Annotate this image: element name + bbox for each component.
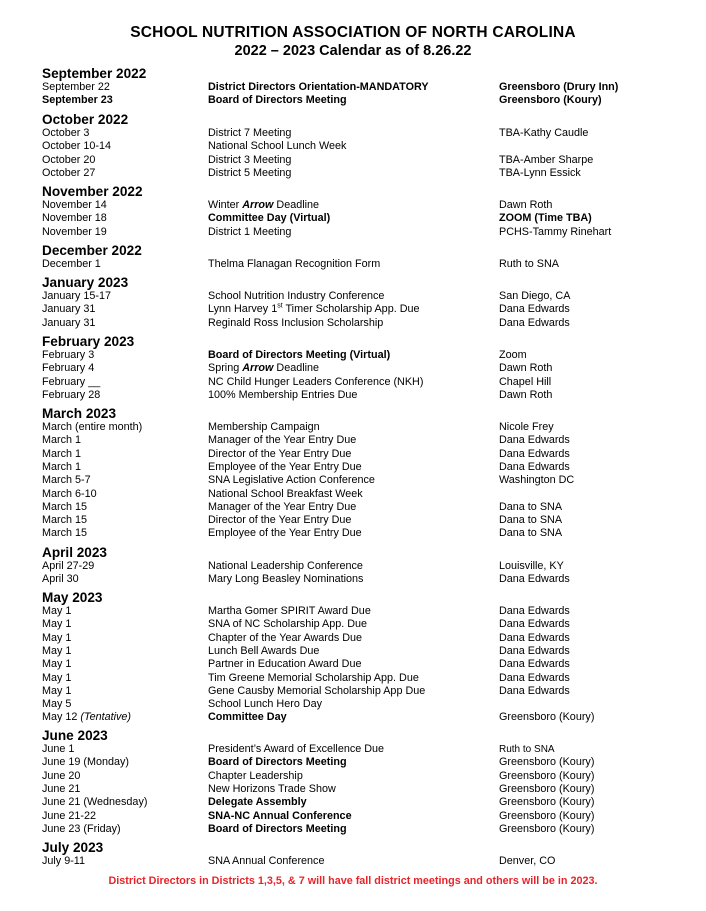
row-date: June 19 (Monday) bbox=[42, 756, 130, 769]
row-date: May 1 bbox=[42, 684, 72, 697]
row-date: June 23 (Friday) bbox=[42, 822, 121, 835]
calendar-row bbox=[0, 658, 706, 671]
row-location: ZOOM (Time TBA) bbox=[499, 212, 592, 225]
row-location: Dana Edwards bbox=[499, 460, 570, 473]
row-date: May 1 bbox=[42, 644, 72, 657]
row-location: Chapel Hill bbox=[499, 375, 552, 388]
calendar-row bbox=[0, 140, 706, 153]
calendar-row bbox=[0, 672, 706, 685]
row-event: National School Breakfast Week bbox=[208, 487, 363, 500]
row-location: Dana to SNA bbox=[499, 500, 563, 513]
row-date: December 1 bbox=[42, 258, 101, 270]
row-date: May 1 bbox=[42, 605, 72, 617]
row-location: Greensboro (Drury Inn) bbox=[499, 81, 619, 93]
document-title: SCHOOL NUTRITION ASSOCIATION OF NORTH CAROLINA bbox=[130, 24, 576, 41]
row-event: Board of Directors Meeting bbox=[208, 822, 347, 835]
row-event: School Lunch Hero Day bbox=[208, 698, 323, 711]
row-location: Dawn Roth bbox=[499, 362, 553, 375]
row-event: District 7 Meeting bbox=[208, 127, 292, 139]
row-location: Greensboro (Koury) bbox=[499, 711, 595, 724]
row-event: Director of the Year Entry Due bbox=[208, 447, 352, 460]
row-date: March 1 bbox=[42, 447, 82, 460]
row-event: District 1 Meeting bbox=[208, 225, 292, 238]
row-location: Greensboro (Koury) bbox=[499, 782, 595, 795]
calendar-row bbox=[0, 226, 706, 239]
row-event: President’s Award of Excellence Due bbox=[208, 743, 385, 755]
row-event: Gene Causby Memorial Scholarship App Due bbox=[208, 684, 426, 697]
row-location: Greensboro (Koury) bbox=[499, 796, 595, 809]
row-location: Dana Edwards bbox=[499, 434, 570, 447]
row-event: Chapter of the Year Awards Due bbox=[208, 631, 363, 644]
row-location: Ruth to SNA bbox=[499, 258, 560, 270]
row-location: TBA-Amber Sharpe bbox=[499, 153, 594, 166]
row-location: Dana Edwards bbox=[499, 447, 570, 460]
month-heading: May 2023 bbox=[42, 590, 103, 605]
calendar-row bbox=[0, 376, 706, 389]
row-location: Dana Edwards bbox=[499, 573, 570, 586]
row-event: Partner in Education Award Due bbox=[208, 658, 362, 671]
row-event: National School Lunch Week bbox=[208, 140, 347, 153]
row-event: Director of the Year Entry Due bbox=[208, 514, 352, 527]
row-event: Thelma Flanagan Recognition Form bbox=[208, 258, 381, 270]
row-location: Zoom bbox=[499, 349, 527, 361]
row-date: September 23 bbox=[42, 94, 113, 107]
row-date: May 1 bbox=[42, 618, 72, 631]
row-location: Dana Edwards bbox=[499, 631, 570, 644]
row-location: Denver, CO bbox=[499, 855, 556, 867]
row-date: March 15 bbox=[42, 527, 88, 540]
month-heading: July 2023 bbox=[42, 840, 104, 855]
row-date: February 3 bbox=[42, 349, 95, 361]
calendar-row bbox=[0, 434, 706, 447]
row-date: March (entire month) bbox=[42, 421, 143, 433]
row-location: Greensboro (Koury) bbox=[499, 809, 595, 822]
row-event: District 5 Meeting bbox=[208, 166, 292, 179]
row-date: January 15-17 bbox=[42, 290, 112, 302]
calendar-row bbox=[0, 605, 706, 618]
row-event: Committee Day (Virtual) bbox=[208, 212, 331, 225]
row-date: July 9-11 bbox=[42, 855, 86, 867]
row-location: Dana Edwards bbox=[499, 658, 570, 671]
row-date: June 21 (Wednesday) bbox=[42, 796, 148, 809]
row-date: January 31 bbox=[42, 316, 96, 329]
row-location: Washington DC bbox=[499, 474, 575, 487]
row-event: Chapter Leadership bbox=[208, 769, 303, 782]
month-heading: December 2022 bbox=[42, 243, 142, 258]
row-location: Dana to SNA bbox=[499, 527, 563, 540]
calendar-row bbox=[0, 212, 706, 225]
row-date: April 30 bbox=[42, 573, 79, 586]
row-date: November 19 bbox=[42, 225, 107, 238]
row-date: October 10-14 bbox=[42, 140, 112, 153]
row-date: May 5 bbox=[42, 698, 72, 711]
row-date: November 18 bbox=[42, 212, 107, 225]
calendar-row bbox=[0, 362, 706, 375]
row-date: May 1 bbox=[42, 671, 72, 684]
calendar-row bbox=[0, 448, 706, 461]
month-heading: June 2023 bbox=[42, 728, 108, 743]
calendar-row bbox=[0, 461, 706, 474]
row-location: Greensboro (Koury) bbox=[499, 769, 595, 782]
row-location: Dawn Roth bbox=[499, 388, 553, 401]
row-event: Board of Directors Meeting bbox=[208, 94, 347, 107]
row-event: Lynn Harvey 1st Timer Scholarship App. Due bbox=[208, 302, 420, 316]
row-event: National Leadership Conference bbox=[208, 560, 363, 572]
row-date: March 1 bbox=[42, 460, 82, 473]
row-event: School Nutrition Industry Conference bbox=[208, 290, 385, 302]
calendar-row bbox=[0, 823, 706, 836]
row-date: October 3 bbox=[42, 127, 90, 139]
row-location: Dana Edwards bbox=[499, 644, 570, 657]
row-date: March 6-10 bbox=[42, 487, 97, 500]
row-date: June 21 bbox=[42, 782, 81, 795]
row-date: March 15 bbox=[42, 500, 88, 513]
row-location: Greensboro (Koury) bbox=[499, 94, 602, 107]
calendar-row bbox=[0, 488, 706, 501]
row-location: Dana Edwards bbox=[499, 303, 570, 316]
calendar-row bbox=[0, 560, 706, 573]
calendar-row bbox=[0, 573, 706, 586]
row-location: Ruth to SNA bbox=[499, 744, 555, 755]
calendar-row bbox=[0, 698, 706, 711]
row-date: June 1 bbox=[42, 743, 75, 755]
row-event: Membership Campaign bbox=[208, 421, 320, 433]
document-subtitle: 2022 – 2023 Calendar as of 8.26.22 bbox=[234, 43, 472, 59]
row-location: Greensboro (Koury) bbox=[499, 822, 595, 835]
row-location: Nicole Frey bbox=[499, 421, 554, 433]
row-date: March 5-7 bbox=[42, 474, 91, 487]
row-event: Manager of the Year Entry Due bbox=[208, 500, 357, 513]
row-date: June 20 bbox=[42, 769, 81, 782]
row-event: 100% Membership Entries Due bbox=[208, 388, 358, 401]
calendar-row bbox=[0, 770, 706, 783]
calendar-row bbox=[0, 317, 706, 330]
row-date: March 1 bbox=[42, 434, 82, 447]
month-heading: October 2022 bbox=[42, 112, 129, 127]
calendar-row bbox=[0, 154, 706, 167]
row-event: Lunch Bell Awards Due bbox=[208, 644, 320, 657]
row-date: January 31 bbox=[42, 303, 96, 316]
row-location: PCHS-Tammy Rinehart bbox=[499, 225, 612, 238]
calendar-row bbox=[0, 514, 706, 527]
row-date: September 22 bbox=[42, 81, 110, 93]
row-event: SNA Annual Conference bbox=[208, 855, 325, 867]
row-event: Employee of the Year Entry Due bbox=[208, 460, 362, 473]
row-date: February 4 bbox=[42, 362, 95, 375]
footer-note: District Directors in Districts 1,3,5, & 7 will have fall district meetings and others will be in 2023. bbox=[108, 875, 598, 887]
row-event: Delegate Assembly bbox=[208, 796, 307, 809]
row-event: District 3 Meeting bbox=[208, 153, 292, 166]
calendar-row bbox=[0, 389, 706, 402]
row-location: TBA-Lynn Essick bbox=[499, 166, 581, 179]
row-location: TBA-Kathy Caudle bbox=[499, 127, 589, 139]
calendar-row bbox=[0, 421, 706, 434]
calendar-row bbox=[0, 167, 706, 180]
calendar-row bbox=[0, 501, 706, 514]
row-event: Committee Day bbox=[208, 711, 287, 724]
row-event: Martha Gomer SPIRIT Award Due bbox=[208, 605, 371, 617]
row-event: Spring Arrow Deadline bbox=[208, 362, 320, 375]
row-location: Dana Edwards bbox=[499, 605, 570, 617]
month-heading: November 2022 bbox=[42, 184, 143, 199]
calendar-row bbox=[0, 527, 706, 540]
row-date: June 21-22 bbox=[42, 809, 97, 822]
row-date: May 12 (Tentative) bbox=[42, 711, 132, 724]
calendar-row bbox=[0, 685, 706, 698]
row-date: May 1 bbox=[42, 631, 72, 644]
row-event: SNA-NC Annual Conference bbox=[208, 809, 352, 822]
calendar-row bbox=[0, 810, 706, 823]
calendar-row bbox=[0, 258, 706, 271]
month-heading: September 2022 bbox=[42, 66, 147, 81]
calendar-row bbox=[0, 632, 706, 645]
month-heading: March 2023 bbox=[42, 406, 117, 421]
row-location: Greensboro (Koury) bbox=[499, 756, 595, 769]
row-location: Dana Edwards bbox=[499, 316, 570, 329]
calendar-row bbox=[0, 743, 706, 756]
month-heading: February 2023 bbox=[42, 334, 135, 349]
row-location: San Diego, CA bbox=[499, 290, 571, 302]
row-date: February __ bbox=[42, 375, 101, 388]
row-event: SNA Legislative Action Conference bbox=[208, 474, 375, 487]
row-location: Dana Edwards bbox=[499, 618, 570, 631]
row-event: Employee of the Year Entry Due bbox=[208, 527, 362, 540]
row-event: Mary Long Beasley Nominations bbox=[208, 573, 364, 586]
row-event: District Directors Orientation-MANDATORY bbox=[208, 81, 429, 93]
row-location: Dana to SNA bbox=[499, 514, 563, 527]
row-event: Winter Arrow Deadline bbox=[208, 199, 320, 211]
calendar-row bbox=[0, 756, 706, 769]
month-heading: January 2023 bbox=[42, 275, 129, 290]
calendar-row bbox=[0, 783, 706, 796]
row-date: October 27 bbox=[42, 166, 96, 179]
month-heading: April 2023 bbox=[42, 545, 107, 560]
row-event: Board of Directors Meeting bbox=[208, 756, 347, 769]
row-event: Tim Greene Memorial Scholarship App. Due bbox=[208, 671, 419, 684]
row-date: April 27-29 bbox=[42, 560, 95, 572]
row-location: Louisville, KY bbox=[499, 560, 564, 572]
row-date: May 1 bbox=[42, 658, 72, 671]
row-event: Board of Directors Meeting (Virtual) bbox=[208, 349, 391, 361]
row-event: Reginald Ross Inclusion Scholarship bbox=[208, 316, 384, 329]
row-date: March 15 bbox=[42, 514, 88, 527]
row-date: February 28 bbox=[42, 388, 101, 401]
calendar-row bbox=[0, 711, 706, 724]
calendar-row bbox=[0, 618, 706, 631]
row-event: SNA of NC Scholarship App. Due bbox=[208, 618, 368, 631]
row-date: November 14 bbox=[42, 199, 107, 211]
row-location: Dana Edwards bbox=[499, 671, 570, 684]
row-location: Dana Edwards bbox=[499, 684, 570, 697]
calendar-row bbox=[0, 796, 706, 809]
row-date: October 20 bbox=[42, 153, 96, 166]
calendar-row bbox=[0, 349, 706, 362]
calendar-row bbox=[0, 645, 706, 658]
calendar-row bbox=[0, 290, 706, 303]
calendar-row bbox=[0, 199, 706, 212]
row-event: Manager of the Year Entry Due bbox=[208, 434, 357, 447]
calendar-row bbox=[0, 127, 706, 140]
calendar-row bbox=[0, 855, 706, 868]
calendar-row bbox=[0, 303, 706, 316]
calendar-row bbox=[0, 81, 706, 94]
calendar-row bbox=[0, 474, 706, 487]
row-event: New Horizons Trade Show bbox=[208, 782, 336, 795]
row-event: NC Child Hunger Leaders Conference (NKH) bbox=[208, 375, 424, 388]
calendar-row bbox=[0, 94, 706, 107]
row-location: Dawn Roth bbox=[499, 199, 553, 211]
